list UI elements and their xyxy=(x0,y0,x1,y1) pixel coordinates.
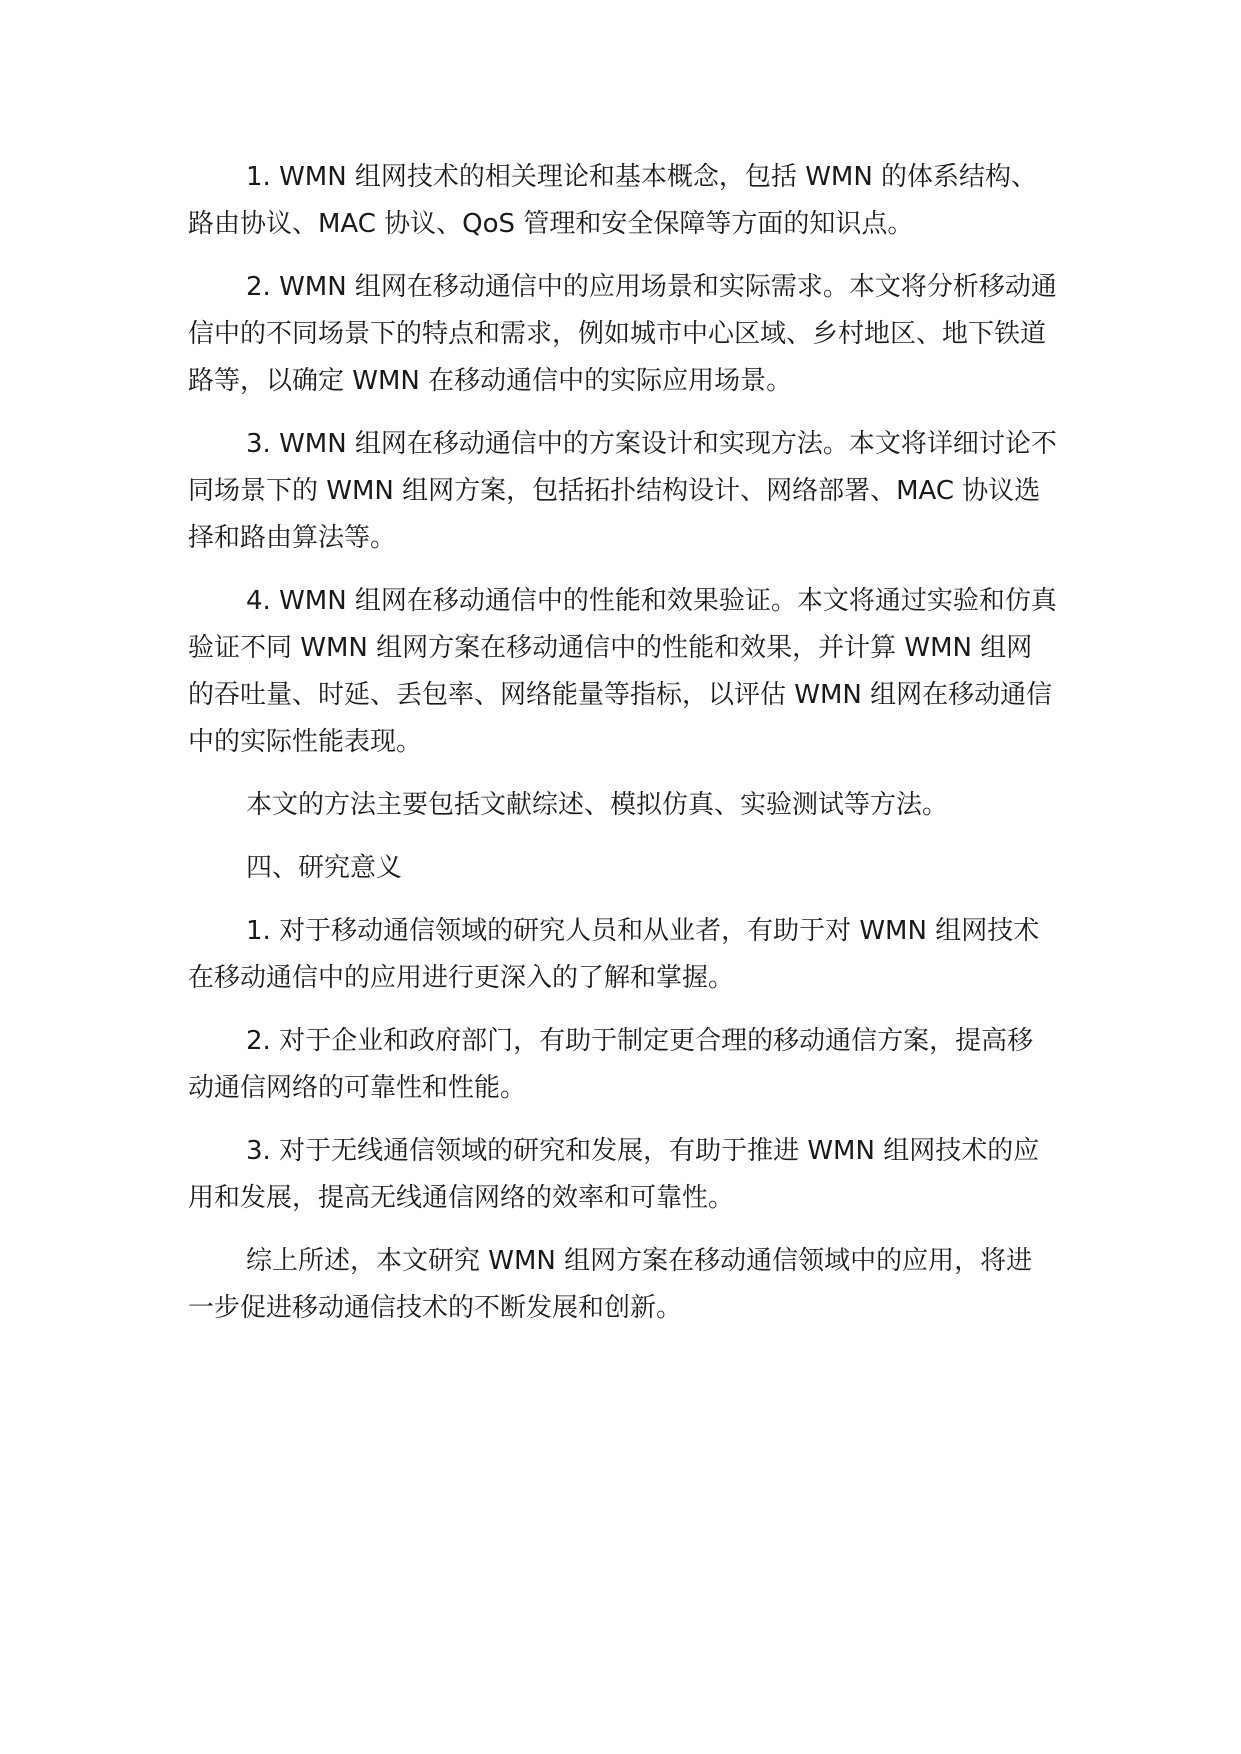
paragraph-research-content-4: 4. WMN 组网在移动通信中的性能和效果验证。本文将通过实验和仿真验证不同 WMN 组网方案在移动通信中的性能和效果，并计算 WMN 组网的吞吐量、时延、丢包率、网络能量等指标，以评估 WMN 组网在移动通信中的实际性能表现。 xyxy=(188,586,1057,757)
paragraph-research-content-3: 3. WMN 组网在移动通信中的方案设计和实现方法。本文将详细讨论不同场景下的 WMN 组网方案，包括拓扑结构设计、网络部署、MAC 协议选择和路由算法等。 xyxy=(188,429,1057,553)
section-heading-significance: 四、研究意义 xyxy=(246,853,403,883)
paragraph-significance-1: 1. 对于移动通信领域的研究人员和从业者，有助于对 WMN 组网技术在移动通信中的应用进行更深入的了解和掌握。 xyxy=(188,916,1040,993)
paragraph-significance-2: 2. 对于企业和政府部门，有助于制定更合理的移动通信方案，提高移动通信网络的可靠性和性能。 xyxy=(188,1026,1034,1103)
document-page xyxy=(188,154,1058,1348)
paragraph-significance-3: 3. 对于无线通信领域的研究和发展，有助于推进 WMN 组网技术的应用和发展，提高无线通信网络的效率和可靠性。 xyxy=(188,1136,1040,1213)
paragraph-methods: 本文的方法主要包括文献综述、模拟仿真、实验测试等方法。 xyxy=(246,790,949,820)
paragraph-conclusion: 综上所述，本文研究 WMN 组网方案在移动通信领域中的应用，将进一步促进移动通信技术的不断发展和创新。 xyxy=(188,1246,1033,1323)
paragraph-research-content-1: 1. WMN 组网技术的相关理论和基本概念，包括 WMN 的体系结构、路由协议、MAC 协议、QoS 管理和安全保障等方面的知识点。 xyxy=(188,162,1038,239)
paragraph-research-content-2: 2. WMN 组网在移动通信中的应用场景和实际需求。本文将分析移动通信中的不同场景下的特点和需求，例如城市中心区域、乡村地区、地下铁道路等，以确定 WMN 在移动通信中的实际应用场景。 xyxy=(188,272,1057,396)
